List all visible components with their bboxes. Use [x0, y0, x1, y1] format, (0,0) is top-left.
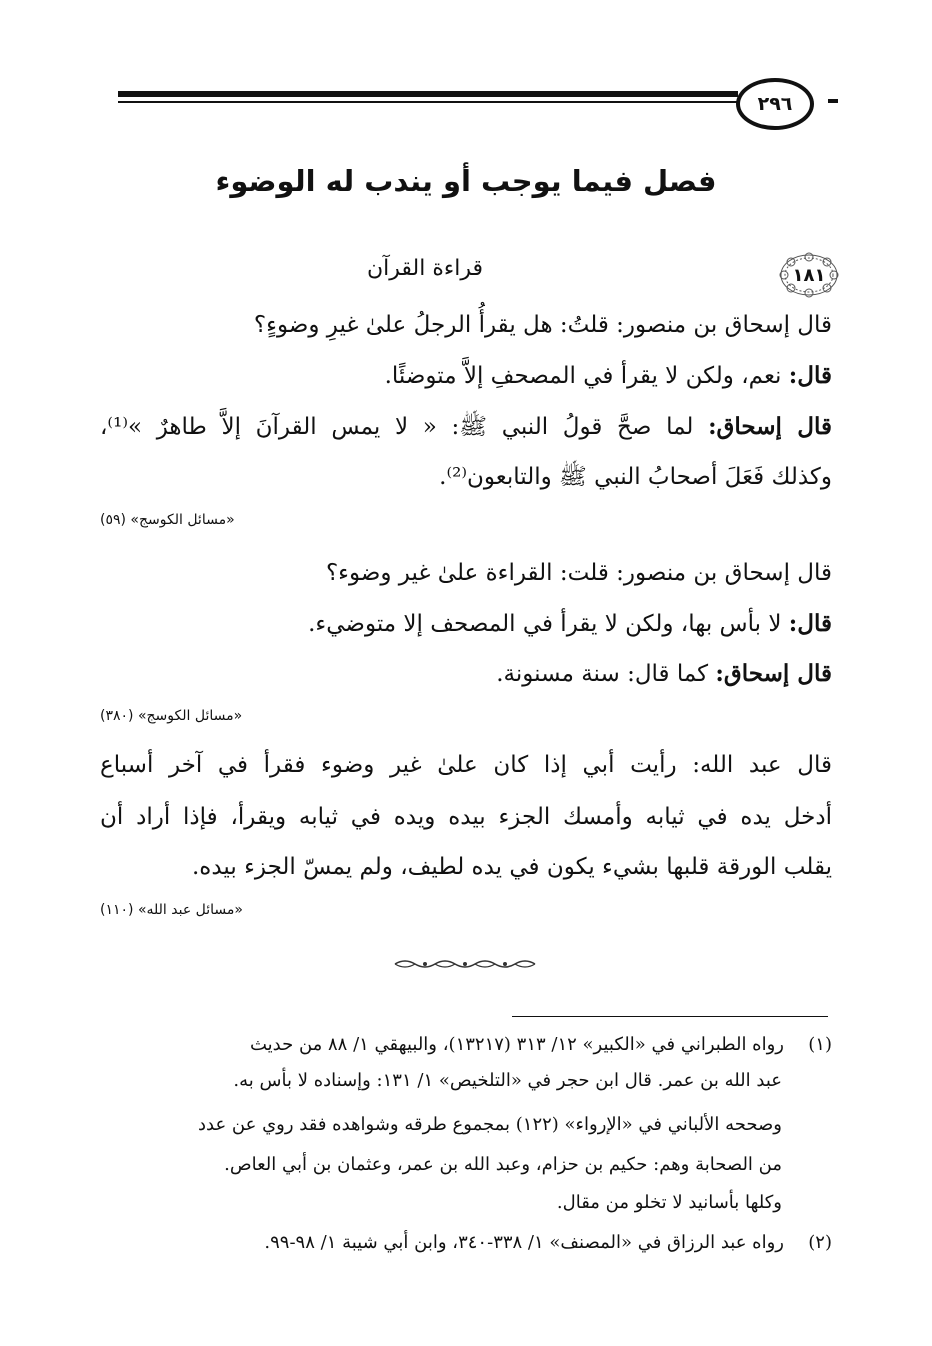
- footnote-text: وكلها بأسانيد لا تخلو من مقال.: [556, 1192, 782, 1213]
- text-line: [100, 362, 832, 389]
- footnote-marker: (٢): [808, 1232, 832, 1253]
- line-text: قال إسحاق بن منصور: قلتُ: هل يقرأُ الرجلُ علىٰ غيرِ وضوءٍ؟: [253, 312, 832, 338]
- line-text: كما قال: سنة مسنونة.: [496, 661, 716, 687]
- line-text: نعم، ولكن لا يقرأ في المصحفِ إلاَّ متوضئًا.: [384, 363, 789, 389]
- text-line: [100, 610, 832, 637]
- footnote-line: [100, 1070, 782, 1091]
- footnote-line: [100, 1232, 832, 1253]
- line-text: قال إسحاق بن منصور: قلت: القراءة علىٰ غير وضوء؟: [325, 560, 832, 586]
- line-text: أدخل يده في ثيابه وأمسك الجزء بيده ويده في ثيابه ويقرأ، فإذا أراد أن: [100, 804, 832, 830]
- footnote-line: [100, 1114, 782, 1135]
- header-rule-end: [828, 99, 838, 103]
- chapter-title: فصل فيما يوجب أو يندب له الوضوء: [215, 164, 717, 198]
- text-line: [100, 660, 832, 687]
- footnote-line: [100, 1192, 782, 1213]
- speaker-label: قال إسحاق:: [708, 413, 832, 440]
- text-line: [100, 462, 832, 496]
- speaker-label: قال:: [788, 362, 832, 389]
- footnote-line: [100, 1034, 832, 1055]
- text-line: [100, 854, 832, 880]
- speaker-label: قال:: [788, 610, 832, 637]
- text-line: [100, 560, 832, 586]
- line-text: وكذلك فَعَلَ أصحابُ النبي ﷺ والتابعون⁽²⁾.: [439, 464, 832, 490]
- footnote-line: [100, 1154, 782, 1175]
- footnote-text: عبد الله بن عمر. قال ابن حجر في «التلخيص» ١/ ١٣١: وإسناده لا بأس به.: [233, 1070, 782, 1091]
- footnote-text: رواه الطبراني في «الكبير» ١٢/ ٣١٣ (١٣٢١٧)، والبيهقي ١/ ٨٨ من حديث: [249, 1034, 784, 1055]
- line-text: لما صحَّ قولُ النبي ﷺ: « لا يمس القرآنَ إلاَّ طاهرٌ »⁽¹⁾،: [100, 414, 709, 440]
- line-text: قال عبد الله: رأيت أبي إذا كان علىٰ غير وضوء فقرأ في آخر أسباع: [100, 752, 832, 778]
- text-line: [100, 312, 832, 338]
- source-citation: «مسائل عبد الله» (١١٠): [100, 902, 243, 918]
- flourish-icon: [390, 956, 540, 972]
- speaker-label: قال إسحاق:: [715, 660, 832, 687]
- source-citation: «مسائل الكوسج» (٣٨٠): [100, 708, 243, 724]
- footnote-text: من الصحابة وهم: حكيم بن حزام، وعبد الله بن عمر، وعثمان بن أبي العاص.: [224, 1154, 782, 1175]
- header-rule-thin: [118, 101, 738, 103]
- footnote-text: وصححه الألباني في «الإرواء» (١٢٢) بمجموع طرقه وشواهده فقد روي عن عدد: [197, 1114, 782, 1135]
- section-title: قراءة القرآن: [367, 256, 483, 281]
- source-citation: «مسائل الكوسج» (٥٩): [100, 512, 235, 528]
- issue-number: ١٨١: [792, 264, 826, 286]
- footnote-separator: [512, 1016, 828, 1017]
- header-rule-thick: [118, 91, 738, 97]
- page-header: [118, 78, 838, 128]
- page-number: ٢٩٦: [736, 78, 814, 130]
- text-line: [100, 804, 832, 830]
- text-line: [100, 412, 832, 446]
- line-text: لا بأس بها، ولكن لا يقرأ في المصحف إلا متوضيء.: [308, 611, 789, 637]
- line-text: يقلب الورقة قلبها بشيء يكون في يده لطيف، ولم يمسّ الجزء بيده.: [191, 854, 832, 880]
- issue-number-badge: [778, 252, 840, 298]
- footnote-marker: (١): [808, 1034, 832, 1055]
- footnote-text: رواه عبد الرزاق في «المصنف» ١/ ٣٣٨-٣٤٠، وابن أبي شيبة ١/ ٩٨-٩٩.: [264, 1232, 784, 1253]
- ornamental-divider: [390, 956, 540, 972]
- text-line: [100, 752, 832, 778]
